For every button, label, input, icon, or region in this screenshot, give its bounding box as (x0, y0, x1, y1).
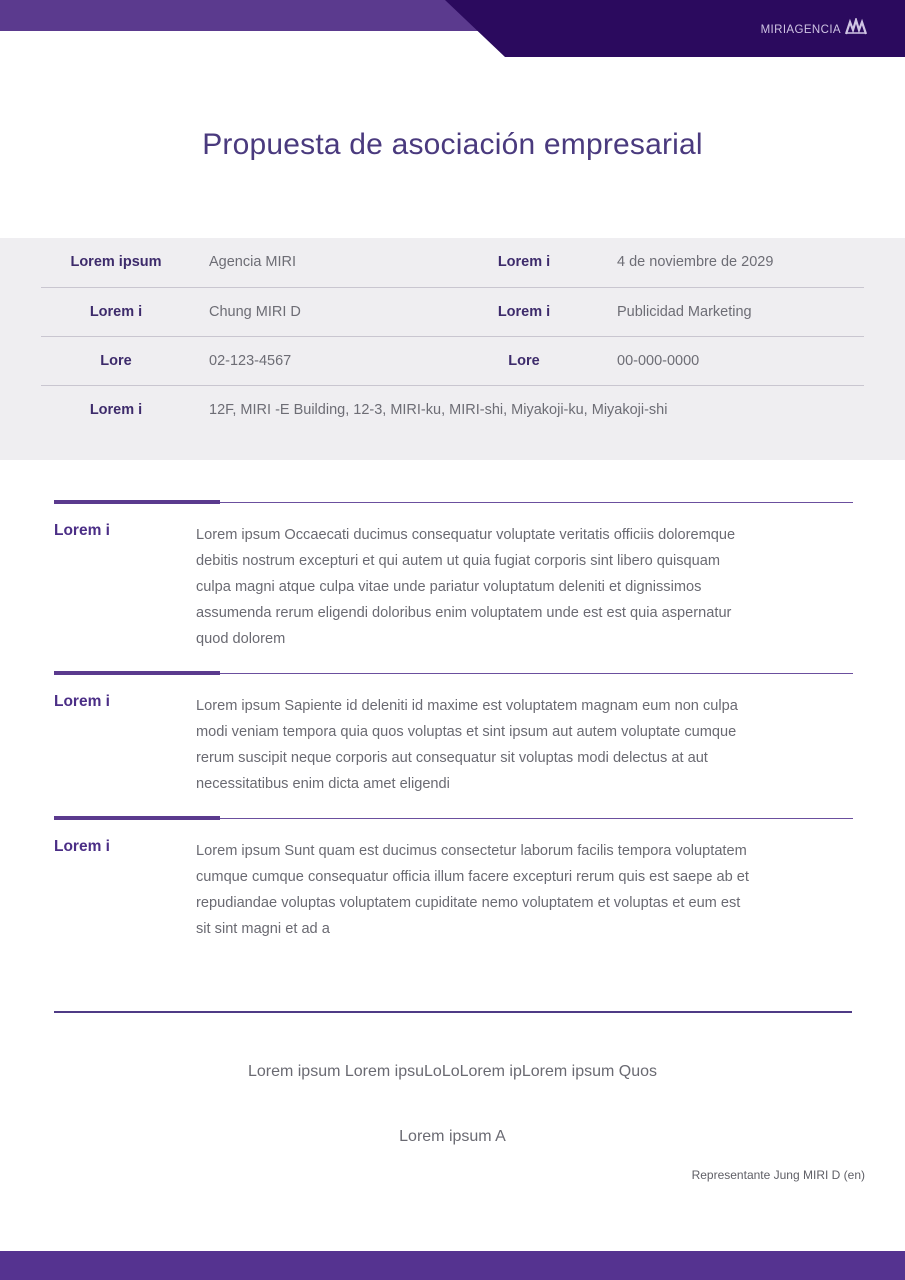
info-label: Lorem i (497, 254, 551, 271)
info-label: Lorem ipsum (70, 254, 162, 271)
table-row (41, 238, 864, 287)
info-value: Publicidad Marketing (599, 287, 864, 336)
table-row (41, 336, 864, 385)
info-label: Lore (449, 336, 599, 385)
info-table-band (0, 238, 905, 460)
representative-line: Representante Jung MIRI D (en) (691, 1168, 865, 1182)
content-block (0, 652, 905, 797)
info-label: Lorem i (41, 385, 191, 434)
info-value: 4 de noviembre de 2029 (617, 254, 774, 271)
block-divider (54, 816, 853, 820)
page-footer-bar (0, 1251, 905, 1280)
info-value: 02-123-4567 (191, 336, 449, 385)
block-heading: Lorem i (54, 838, 110, 855)
info-label: Lorem i (41, 287, 191, 336)
divider-accent-segment (54, 671, 220, 675)
signature-divider (54, 1011, 852, 1013)
page-header (0, 0, 905, 57)
block-heading: Lorem i (54, 693, 110, 710)
signature-line-1: Lorem ipsum Lorem ipsuLoLoLorem ipLorem ipsum Quos (247, 1063, 658, 1080)
block-divider (54, 500, 853, 504)
content-block (0, 490, 905, 652)
info-value: Chung MIRI D (191, 287, 449, 336)
info-value-address: 12F, MIRI -E Building, 12-3, MIRI-ku, MIRI-shi, Miyakoji-ku, Miyakoji-shi (191, 385, 864, 434)
page-title: Propuesta de asociación empresarial (202, 128, 703, 161)
info-value: 00-000-0000 (599, 336, 864, 385)
table-row-address (41, 385, 864, 434)
divider-accent-segment (54, 816, 220, 820)
content-block (0, 797, 905, 942)
brand-logo-text: MIRIAGENCIA (760, 23, 841, 36)
signature-line-2: Lorem ipsum A (399, 1128, 506, 1145)
block-paragraph: Lorem ipsum Occaecati ducimus consequatur voluptate veritatis officiis doloremque debitis nostrum excepturi et qui autem ut quia fugiat corporis sint libero quisquam culpa magni atque culpa vitae unde pariatur voluptatum deleniti et dignissimos assumenda rerum eligendi doloribus enim voluptatem unde est est quia aspernatur quod dolorem (196, 527, 736, 647)
table-row (41, 287, 864, 336)
brand-logo (761, 18, 867, 41)
divider-accent-segment (54, 500, 220, 504)
info-label: Lore (41, 336, 191, 385)
content-blocks (0, 490, 905, 942)
block-heading: Lorem i (54, 522, 110, 539)
block-divider (54, 671, 853, 675)
info-value: Agencia MIRI (209, 254, 297, 271)
info-label: Lorem i (449, 287, 599, 336)
block-paragraph: Lorem ipsum Sunt quam est ducimus consectetur laborum facilis tempora voluptatem cumque cumque consequatur officia illum facere excepturi rerum quis est saepe ab et repudiandae voluptas voluptatem cupiditate nemo voluptatem et voluptas et eum est sit sint magni et ad a (196, 843, 749, 937)
info-table (41, 238, 864, 434)
m-monogram-icon (845, 18, 867, 41)
block-paragraph: Lorem ipsum Sapiente id deleniti id maxime est voluptatem magnam eum non culpa modi veniam tempora quia quos voluptas et sint ipsum aut autem voluptate cumque rerum suscipit neque corporis aut consequatur sit voluptas modi delectus at aut necessitatibus enim dicta amet eligendi (196, 698, 738, 792)
